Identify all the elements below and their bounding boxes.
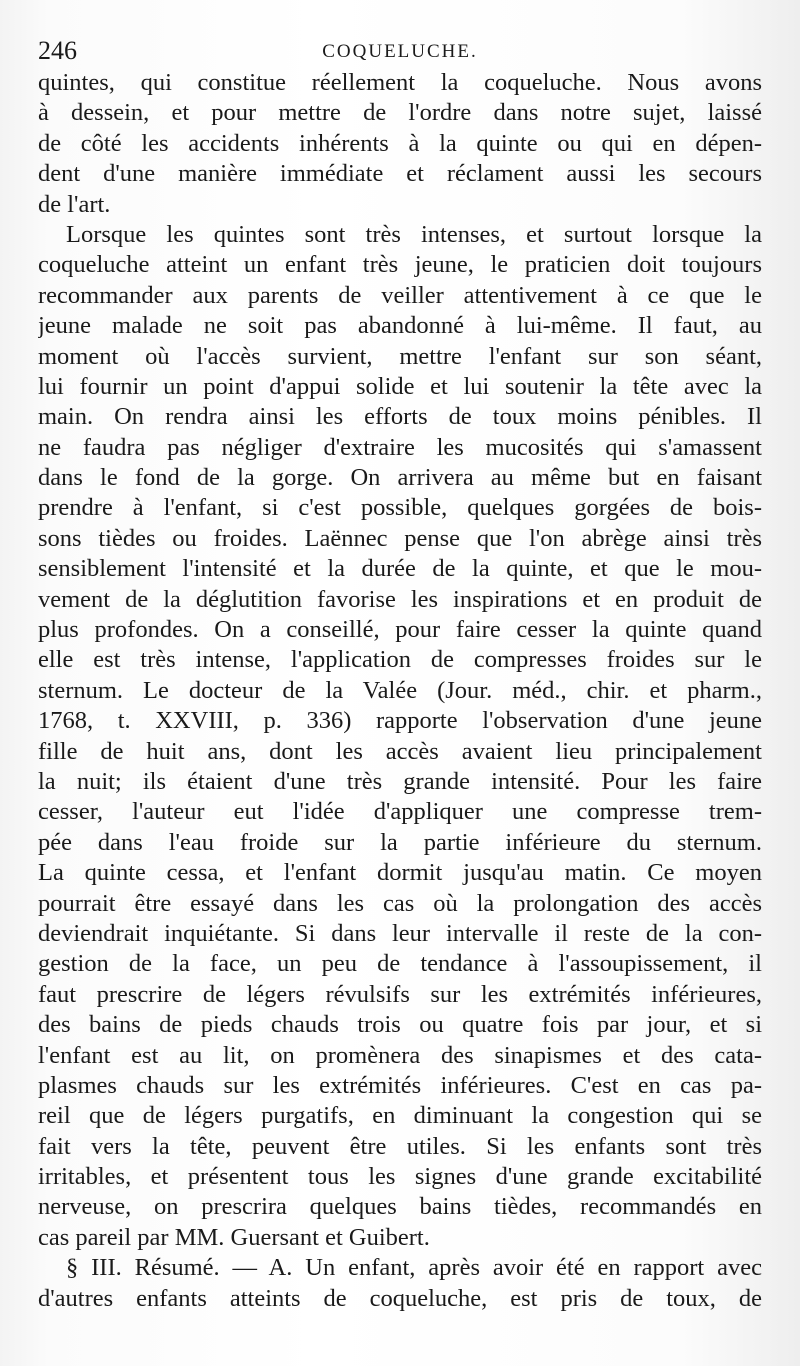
text-line: recommander aux parents de veiller attentivement à ce que le (38, 281, 762, 309)
text-line: 1768, t. XXVIII, p. 336) rapporte l'observation d'une jeune (38, 707, 762, 735)
text-line: gestion de la face, un peu de tendance à l'assoupissement, il (38, 950, 762, 978)
text-line: coqueluche atteint un enfant très jeune, le praticien doit toujours (38, 251, 762, 279)
text-line: irritables, et présentent tous les signes d'une grande excitabilité (38, 1163, 762, 1191)
text-line: reil que de légers purgatifs, en diminuant la congestion qui se (38, 1102, 762, 1130)
page-number: 246 (38, 36, 77, 65)
text-line: plus profondes. On a conseillé, pour faire cesser la quinte quand (38, 616, 762, 644)
text-line: deviendrait inquiétante. Si dans leur intervalle il reste de la con- (38, 919, 762, 947)
text-line: fille de huit ans, dont les accès avaient lieu principalement (38, 737, 762, 765)
text-line: lui fournir un point d'appui solide et lui soutenir la tête avec la (38, 372, 762, 400)
text-line: moment où l'accès survient, mettre l'enfant sur son séant, (38, 342, 762, 370)
text-line: l'enfant est au lit, on promènera des sinapismes et des cata- (38, 1041, 762, 1069)
text-line: sternum. Le docteur de la Valée (Jour. méd., chir. et pharm., (38, 676, 762, 704)
text-line: cas pareil par MM. Guersant et Guibert. (38, 1223, 430, 1251)
text-line: jeune malade ne soit pas abandonné à lui-même. Il faut, au (38, 312, 762, 340)
text-line: prendre à l'enfant, si c'est possible, quelques gorgées de bois- (38, 494, 762, 522)
running-title: COQUELUCHE. (322, 41, 478, 62)
text-line: cesser, l'auteur eut l'idée d'appliquer une compresse trem- (38, 798, 762, 826)
text-line: plasmes chauds sur les extrémités inférieures. C'est en cas pa- (38, 1071, 762, 1099)
text-line: des bains de pieds chauds trois ou quatre fois par jour, et si (38, 1011, 762, 1039)
text-line: La quinte cessa, et l'enfant dormit jusqu'au matin. Ce moyen (38, 859, 762, 887)
text-line: de côté les accidents inhérents à la quinte ou qui en dépen- (38, 129, 762, 157)
text-line: Lorsque les quintes sont très intenses, et surtout lorsque la (66, 220, 762, 248)
text-line: à dessein, et pour mettre de l'ordre dans notre sujet, laissé (38, 99, 762, 127)
page-header (38, 34, 762, 70)
text-line: dans le fond de la gorge. On arrivera au même but en faisant (38, 464, 762, 492)
text-line: sensiblement l'intensité et la durée de la quinte, et que le mou- (38, 555, 762, 583)
text-line: main. On rendra ainsi les efforts de toux moins pénibles. Il (38, 403, 762, 431)
text-line: dent d'une manière immédiate et réclament aussi les secours (38, 160, 762, 188)
text-line: nerveuse, on prescrira quelques bains tièdes, recommandés en (38, 1193, 762, 1221)
text-line: sons tièdes ou froides. Laënnec pense que l'on abrège ainsi très (38, 524, 762, 552)
text-line: faut prescrire de légers révulsifs sur les extrémités inférieures, (38, 980, 762, 1008)
text-line: pourrait être essayé dans les cas où la prolongation des accès (38, 889, 762, 917)
text-line: quintes, qui constitue réellement la coqueluche. Nous avons (38, 69, 762, 96)
text-line: d'autres enfants atteints de coqueluche, est pris de toux, de (38, 1284, 762, 1312)
text-line: de l'art. (38, 190, 111, 218)
text-line: § III. Résumé. — A. Un enfant, après avoir été en rapport avec (66, 1254, 762, 1282)
text-line: vement de la déglutition favorise les inspirations et en produit de (38, 585, 762, 613)
body-text (38, 68, 762, 1314)
text-line: fait vers la tête, peuvent être utiles. Si les enfants sont très (38, 1132, 762, 1160)
text-line: pée dans l'eau froide sur la partie inférieure du sternum. (38, 828, 762, 856)
text-line: elle est très intense, l'application de compresses froides sur le (38, 646, 762, 674)
text-line: la nuit; ils étaient d'une très grande intensité. Pour les faire (38, 767, 762, 795)
text-line: ne faudra pas négliger d'extraire les mucosités qui s'amassent (38, 433, 762, 461)
